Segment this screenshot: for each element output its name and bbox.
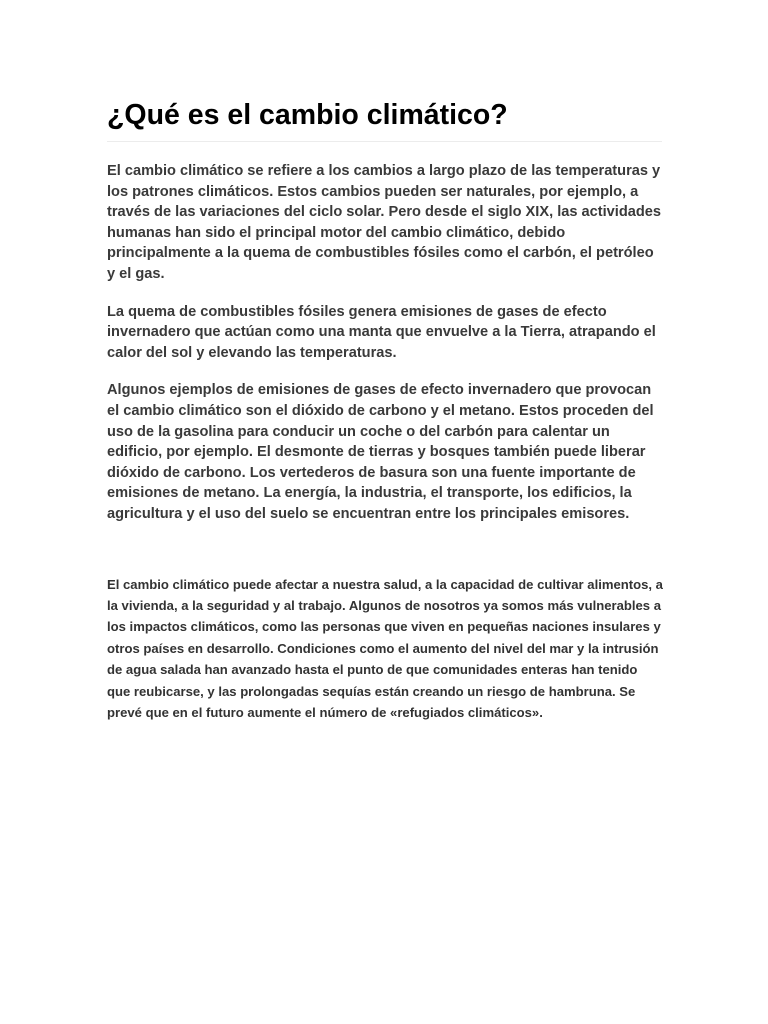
document-page	[107, 96, 663, 723]
paragraph-definition: El cambio climático se refiere a los cambios a largo plazo de las temperaturas y los patrones climáticos. Estos cambios pueden ser naturales, por ejemplo, a través de las variaciones del ciclo solar. Pero desde el siglo XIX, las actividades humanas han sido el principal motor del cambio climático, debido principalmente a la quema de combustibles fósiles como el carbón, el petróleo y el gas.	[107, 163, 662, 282]
paragraph-emission-examples: Algunos ejemplos de emisiones de gases de efecto invernadero que provocan el cambio climático son el dióxido de carbono y el metano. Estos proceden del uso de la gasolina para conducir un coche o del carbón para calentar un edificio, por ejemplo. El desmonte de tierras y bosques también puede liberar dióxido de carbono. Los vertederos de basura son una fuente importante de emisiones de metano. La energía, la industria, el transporte, los edificios, la agricultura y el uso del suelo se encuentran entre los principales emisores.	[107, 382, 654, 522]
paragraph-greenhouse-effect: La quema de combustibles fósiles genera emisiones de gases de efecto invernadero que actúan como una manta que envuelve a la Tierra, atrapando el calor del sol y elevando las temperaturas.	[107, 303, 656, 361]
paragraph-impacts: El cambio climático puede afectar a nuestra salud, a la capacidad de cultivar alimentos, a la vivienda, a la seguridad y al trabajo. Algunos de nosotros ya somos más vulnerables a los impactos climáticos, como las personas que viven en pequeñas naciones insulares y otros países en desarrollo. Condiciones como el aumento del nivel del mar y la intrusión de agua salada han avanzado hasta el punto de que comunidades enteras han tenido que reubicarse, y las prolongadas sequías están creando un riesgo de hambruna. Se prevé que en el futuro aumente el número de «refugiados climáticos».	[107, 576, 663, 720]
title-divider	[107, 141, 662, 142]
page-title: ¿Qué es el cambio climático?	[107, 99, 508, 131]
